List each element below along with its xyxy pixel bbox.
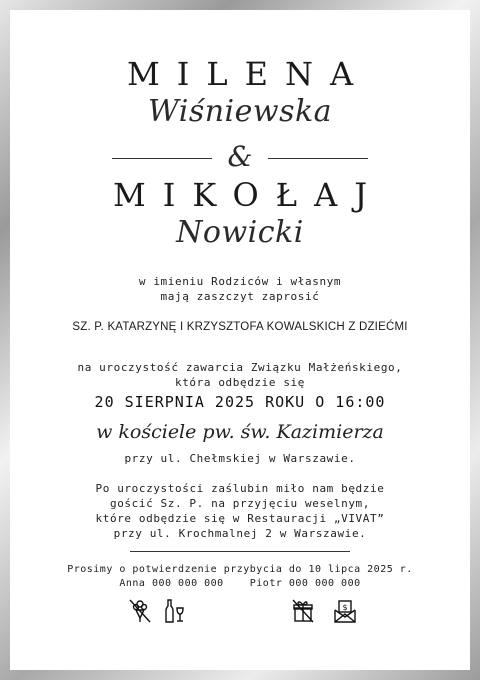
no-flowers-icon (128, 598, 152, 624)
bride-last-name: Wiśniewska (147, 94, 333, 129)
intro-line-2: mają zaszczyt zaprosić (160, 290, 320, 303)
rsvp-text: Prosimy o potwierdzenie przybycia do 10 lipca 2025 r. (67, 564, 413, 575)
bride-first-name: MILENA (126, 55, 371, 93)
guest-names: SZ. P. KATARZYNĘ I KRZYSZTOFA KOWALSKICH Z DZIEĆMI (72, 321, 408, 333)
wine-bottle-icon (162, 598, 186, 624)
reception-line-1: Po uroczystości zaślubin miło nam będzie (95, 482, 385, 495)
church-address: przy ul. Chełmskiej w Warszawie. (124, 452, 356, 465)
money-envelope-icon (333, 598, 357, 624)
ceremony-line-2: która odbędzie się (174, 376, 305, 389)
ceremony-line-1: na uroczystość zawarcia Związku Małżeńskiego, (77, 361, 403, 374)
reception-line-4: przy ul. Krochmalnej 2 w Warszawie. (113, 527, 367, 540)
wedding-date: 20 SIERPNIA 2025 ROKU O 16:00 (94, 393, 386, 411)
no-gifts-icon (291, 598, 315, 624)
church-name: w kościele pw. św. Kazimierza (96, 421, 384, 443)
reception-line-3: które odbędzie się w Restauracji „VIVAT” (95, 512, 385, 525)
reception-line-2: gościć Sz. P. na przyjęciu weselnym, (109, 497, 370, 510)
footer-divider (130, 551, 350, 552)
svg-text:$: $ (342, 603, 348, 612)
groom-last-name: Nowicki (176, 215, 304, 250)
groom-first-name: MIKOŁAJ (112, 176, 385, 214)
invitation-card (10, 10, 470, 670)
contact-numbers: Anna 000 000 000 Piotr 000 000 000 (119, 578, 361, 589)
intro-line-1: w imieniu Rodziców i własnym (138, 275, 342, 288)
divider-right (268, 158, 368, 159)
ampersand: & (227, 140, 253, 173)
